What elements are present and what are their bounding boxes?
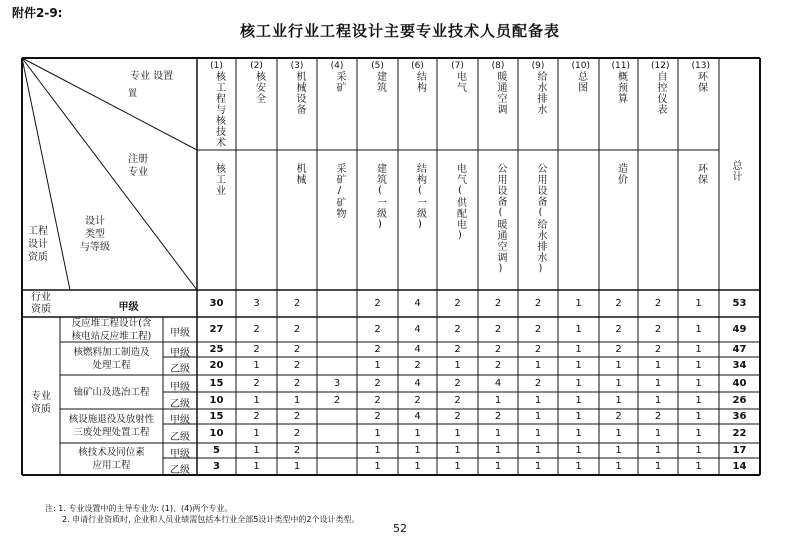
table-cell: 3 <box>253 297 260 309</box>
table-cell: 1 <box>494 460 502 472</box>
specialty-number: (13) <box>691 61 710 71</box>
design-type-label: 核设施退役及放射性 三废处理处置工程 <box>68 414 155 438</box>
registration-name: 核工业 <box>213 163 225 196</box>
table-cell: 1 <box>695 427 702 439</box>
table-cell: 2 <box>494 297 502 309</box>
table-cell: 1 <box>654 444 662 456</box>
table-cell: 1 <box>454 444 461 456</box>
table-cell: 1 <box>654 394 662 406</box>
table-cell: 2 <box>293 377 301 389</box>
specialty-number: (8) <box>491 61 505 71</box>
grade-label: 甲级 <box>170 347 190 359</box>
note-1: 注: 1. 专业设置中的主导专业为: (1)、(4)两个专业。 <box>45 504 233 513</box>
specialty-name: 环保 <box>695 71 707 93</box>
grade-label: 乙级 <box>170 364 190 375</box>
total-cell: 53 <box>732 297 747 309</box>
table-cell: 1 <box>615 394 622 406</box>
table-cell: 2 <box>534 323 542 335</box>
total-cell: 17 <box>732 444 747 456</box>
table-cell: 3 <box>333 377 341 389</box>
table-cell: 2 <box>454 297 461 309</box>
table-cell: 1 <box>414 460 421 472</box>
table-cell: 2 <box>654 297 662 309</box>
table-cell: 2 <box>615 323 622 335</box>
table-cell: 1 <box>654 377 662 389</box>
registration-name: 造价 <box>615 163 627 185</box>
corner-diagonal <box>22 58 197 290</box>
table-cell: 1 <box>615 427 622 439</box>
table-cell: 2 <box>293 343 301 355</box>
table-cell: 2 <box>534 377 542 389</box>
specialty-number: (11) <box>611 61 630 71</box>
specialty-name: 概预算 <box>615 71 627 104</box>
registration-name: 结构(一级) <box>414 163 426 231</box>
table-cell: 2 <box>414 394 421 406</box>
table-cell: 1 <box>695 377 702 389</box>
table-cell: 1 <box>695 444 702 456</box>
table-cell: 2 <box>253 343 260 355</box>
corner-qualification-label: 工程 设计 资质 <box>28 226 48 263</box>
table-cell: 1 <box>695 360 702 371</box>
table-cell: 1 <box>534 410 542 422</box>
table-cell: 1 <box>615 460 622 472</box>
table-cell: 2 <box>494 323 502 335</box>
table-cell: 4 <box>414 377 421 389</box>
table-cell: 2 <box>654 410 662 422</box>
specialty-name: 机械设备 <box>294 71 305 115</box>
grade-label: 甲级 <box>118 301 139 313</box>
corner-design-type-label: 设计 类型 与等级 <box>80 216 110 253</box>
table-cell: 2 <box>494 410 502 422</box>
design-type-label: 核技术及同位素 应用工程 <box>78 447 145 471</box>
table-cell: 25 <box>209 343 224 355</box>
table-cell: 2 <box>333 394 341 406</box>
table-cell: 2 <box>494 360 502 371</box>
table-cell: 2 <box>374 323 381 335</box>
table-cell: 2 <box>293 410 301 422</box>
table-cell: 10 <box>209 427 224 439</box>
table-cell: 1 <box>253 460 260 472</box>
table-cell: 2 <box>293 444 301 456</box>
corner-registration-label: 注册 专业 <box>128 154 148 178</box>
table-cell: 1 <box>575 377 582 389</box>
table-cell: 1 <box>695 460 702 472</box>
table-cell: 2 <box>454 323 461 335</box>
table-cell: 15 <box>209 410 224 422</box>
registration-name: 公用设备(暖通空调) <box>495 163 506 275</box>
table-cell: 2 <box>374 297 381 309</box>
specialty-number: (7) <box>451 61 464 71</box>
total-cell: 14 <box>732 460 747 472</box>
table-cell: 1 <box>615 377 622 389</box>
registration-name: 采矿/矿物 <box>334 163 345 219</box>
specialty-name: 结构 <box>414 71 426 93</box>
table-cell: 4 <box>414 297 421 309</box>
table-cell: 1 <box>414 444 421 456</box>
table-cell: 2 <box>293 360 301 371</box>
table-cell: 1 <box>654 460 662 472</box>
design-type-label: 铀矿山及选冶工程 <box>73 386 150 398</box>
table-cell: 1 <box>494 394 502 406</box>
table-cell: 2 <box>654 343 662 355</box>
table-cell: 1 <box>615 444 622 456</box>
qualification-label: 专业 资质 <box>31 391 51 415</box>
table-cell: 1 <box>253 427 260 439</box>
grade-label: 甲级 <box>170 381 190 393</box>
specialty-name: 核安全 <box>253 71 265 104</box>
table-cell: 2 <box>454 410 461 422</box>
table-cell: 2 <box>615 410 622 422</box>
note-2: 2. 申请行业资质时, 企业和人员业绩需包括本行业全部5设计类型中的2个设计类型。 <box>62 515 360 524</box>
page-title: 核工业行业工程设计主要专业技术人员配备表 <box>239 22 560 40</box>
table-cell: 2 <box>374 394 381 406</box>
specialty-number: (12) <box>651 61 670 71</box>
table-cell: 1 <box>374 460 381 472</box>
table-cell: 2 <box>414 360 421 371</box>
table-cell: 1 <box>575 460 582 472</box>
table-cell: 2 <box>253 377 260 389</box>
specialty-number: (4) <box>330 61 344 71</box>
specialty-number: (1) <box>210 61 223 71</box>
corner-specialty-label: 专业 设置 <box>130 71 174 82</box>
total-cell: 34 <box>732 360 747 371</box>
specialty-number: (2) <box>250 61 263 71</box>
table-cell: 1 <box>374 427 381 439</box>
corner-specialty-sub: 置 <box>128 89 138 99</box>
table-cell: 2 <box>494 343 502 355</box>
total-cell: 36 <box>732 410 747 422</box>
table-cell: 1 <box>575 343 582 355</box>
table-cell: 2 <box>454 394 461 406</box>
table-cell: 1 <box>534 360 542 371</box>
attachment-label: 附件2-9: <box>12 6 63 20</box>
qualification-label: 行业 资质 <box>31 292 51 315</box>
table-cell: 27 <box>209 323 224 335</box>
table-cell: 4 <box>414 343 421 355</box>
specialty-name: 核工程与核技术 <box>213 71 225 148</box>
table-cell: 2 <box>293 297 301 309</box>
registration-name: 环保 <box>695 163 707 185</box>
table-cell: 1 <box>454 460 461 472</box>
specialty-number: (6) <box>411 61 424 71</box>
table-cell: 2 <box>374 377 381 389</box>
table-cell: 1 <box>575 444 582 456</box>
table-cell: 15 <box>209 377 224 389</box>
total-cell: 26 <box>732 394 747 406</box>
registration-name: 电气(供配电) <box>454 163 466 242</box>
table-cell: 1 <box>654 427 662 439</box>
table-cell: 5 <box>213 444 220 456</box>
total-cell: 47 <box>732 343 747 355</box>
specialty-name: 采矿 <box>334 71 345 93</box>
total-cell: 22 <box>732 427 747 439</box>
table-cell: 1 <box>414 427 421 439</box>
table-cell: 4 <box>414 323 421 335</box>
table-cell: 1 <box>293 394 301 406</box>
specialty-number: (10) <box>571 61 590 71</box>
table-cell: 1 <box>695 343 702 355</box>
table-cell: 1 <box>575 297 582 309</box>
table-cell: 3 <box>213 460 220 472</box>
grade-label: 甲级 <box>170 448 190 460</box>
table-cell: 1 <box>654 360 662 371</box>
table-cell: 1 <box>374 444 381 456</box>
table-cell: 2 <box>615 343 622 355</box>
table-cell: 1 <box>534 460 542 472</box>
specialty-name: 暖通空调 <box>495 71 506 115</box>
table-cell: 1 <box>534 394 542 406</box>
specialty-number: (3) <box>290 61 304 71</box>
table-cell: 1 <box>695 394 702 406</box>
table-cell: 2 <box>374 410 381 422</box>
table-cell: 2 <box>454 343 461 355</box>
table-cell: 1 <box>575 410 582 422</box>
specialty-name: 总图 <box>575 71 587 93</box>
table-cell: 1 <box>695 297 702 309</box>
table-cell: 2 <box>374 343 381 355</box>
table-cell: 1 <box>615 360 622 371</box>
table-cell: 4 <box>414 410 421 422</box>
table-cell: 1 <box>454 427 461 439</box>
table-cell: 2 <box>253 323 260 335</box>
table-cell: 1 <box>253 394 260 406</box>
table-cell: 1 <box>695 410 702 422</box>
table-cell: 1 <box>695 323 702 335</box>
table-cell: 2 <box>615 297 622 309</box>
registration-name: 公用设备(给水排水) <box>535 163 546 275</box>
table-cell: 1 <box>575 394 582 406</box>
grade-label: 甲级 <box>170 414 190 426</box>
total-header: 总计 <box>730 160 741 182</box>
table-cell: 1 <box>374 360 381 371</box>
table-cell: 2 <box>454 377 461 389</box>
table-cell: 2 <box>534 343 542 355</box>
table-cell: 1 <box>494 427 502 439</box>
table-cell: 1 <box>534 444 542 456</box>
design-type-label: 核燃料加工制造及 处理工程 <box>73 346 150 371</box>
grade-label: 乙级 <box>170 398 190 410</box>
table-cell: 1 <box>534 427 542 439</box>
table-cell: 1 <box>494 444 502 456</box>
specialty-name: 给水排水 <box>535 71 546 115</box>
table-cell: 1 <box>293 460 301 472</box>
total-cell: 40 <box>732 377 747 389</box>
table-cell: 10 <box>209 394 224 406</box>
page-number: 52 <box>393 522 407 535</box>
table-cell: 1 <box>575 323 582 335</box>
specialty-number: (5) <box>371 61 384 71</box>
table-cell: 1 <box>253 444 260 456</box>
table-cell: 2 <box>253 410 260 422</box>
specialty-name: 自控仪表 <box>655 71 666 115</box>
total-cell: 49 <box>732 323 747 335</box>
grade-label: 乙级 <box>170 464 190 476</box>
registration-name: 建筑(一级) <box>374 163 386 231</box>
registration-name: 机械 <box>294 163 305 185</box>
specialty-name: 建筑 <box>374 71 386 93</box>
design-type-label: 反应堆工程设计(含 核电站反应堆工程) <box>71 317 152 342</box>
table-cell: 1 <box>575 360 582 371</box>
table-cell: 4 <box>494 377 502 389</box>
table-cell: 2 <box>654 323 662 335</box>
specialty-name: 电气 <box>454 71 466 93</box>
table-cell: 30 <box>209 297 224 309</box>
specialty-number: (9) <box>531 61 545 71</box>
table-cell: 20 <box>209 360 224 371</box>
grade-label: 甲级 <box>170 327 190 339</box>
table-cell: 1 <box>253 360 260 371</box>
table-cell: 1 <box>454 360 461 371</box>
table-cell: 2 <box>534 297 542 309</box>
table-cell: 1 <box>575 427 582 439</box>
table-cell: 2 <box>293 323 301 335</box>
grade-label: 乙级 <box>170 431 190 443</box>
table-cell: 2 <box>293 427 301 439</box>
